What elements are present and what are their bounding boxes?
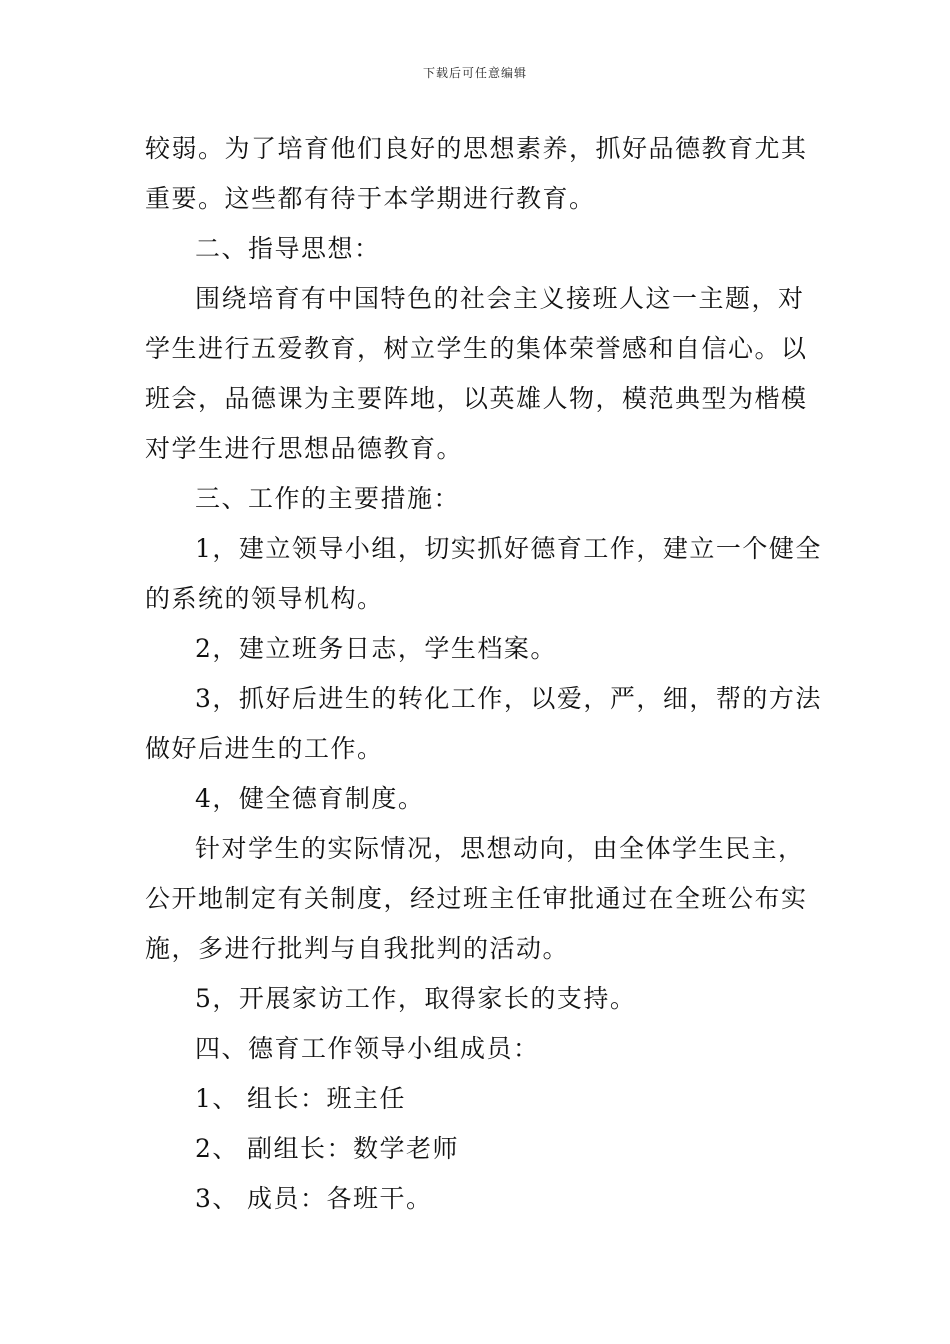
measure-item-3-cont: 做好后进生的工作。	[145, 734, 384, 763]
paragraph-line: 重要。这些都有待于本学期进行教育。	[145, 184, 596, 213]
paragraph-line: 围绕培育有中国特色的社会主义接班人这一主题，对	[195, 284, 805, 313]
page-header-note: 下载后可任意编辑	[422, 66, 527, 80]
member-list-item	[145, 1174, 810, 1224]
member-number: 2、	[195, 1134, 239, 1163]
member-list-item	[145, 1124, 810, 1174]
section-heading-measures: 三、工作的主要措施：	[195, 484, 461, 513]
paragraph-line: 针对学生的实际情况，思想动向，由全体学生民主，	[195, 834, 805, 863]
document-body	[145, 124, 822, 1224]
measure-item-5: 5，开展家访工作，取得家长的支持。	[195, 984, 637, 1013]
paragraph-line: 对学生进行思想品德教育。	[145, 434, 464, 463]
measure-item-1: 1，建立领导小组，切实抓好德育工作，建立一个健全	[195, 534, 822, 563]
member-number: 3、	[195, 1184, 239, 1213]
member-text: 副组长：数学老师	[247, 1134, 460, 1163]
member-text: 组长：班主任	[247, 1084, 407, 1113]
section-heading-leadership-group: 四、德育工作领导小组成员：	[195, 1034, 540, 1063]
measure-item-2: 2，建立班务日志，学生档案。	[195, 634, 557, 663]
paragraph-line: 公开地制定有关制度，经过班主任审批通过在全班公布实	[145, 884, 808, 913]
measure-item-1-cont: 的系统的领导机构。	[145, 584, 384, 613]
member-text: 成员：各班干。	[247, 1184, 433, 1213]
member-number: 1、	[195, 1084, 239, 1113]
member-list-item	[145, 1074, 810, 1124]
paragraph-line: 学生进行五爱教育，树立学生的集体荣誉感和自信心。以	[145, 334, 808, 363]
paragraph-line: 施，多进行批判与自我批判的活动。	[145, 934, 570, 963]
measure-item-4: 4，健全德育制度。	[195, 784, 425, 813]
paragraph-line: 较弱。为了培育他们良好的思想素养，抓好品德教育尤其	[145, 134, 808, 163]
measure-item-3: 3，抓好后进生的转化工作，以爱，严，细，帮的方法	[195, 684, 822, 713]
paragraph-line: 班会，品德课为主要阵地，以英雄人物，模范典型为楷模	[145, 384, 808, 413]
section-heading-guiding-thought: 二、指导思想：	[195, 234, 381, 263]
